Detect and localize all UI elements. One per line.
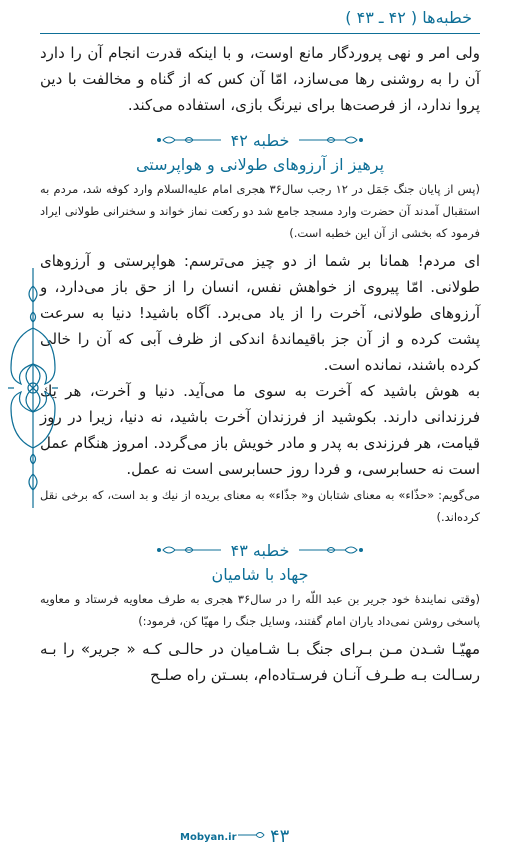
sermon-subtitle: پرهیز از آرزوهای طولانی و هواپرستی [135,155,385,174]
page-number: ۴۳ [270,826,290,847]
flourish-left-icon [153,133,223,147]
top-paragraph: ولی امر و نهی پروردگار مانع اوست، و با اینکه قدرت انجام آن را دارد آن را به روشنی رها می‌سازد، امّا آن کس که از گناه و مخالفت با دین پروا ندارد، از فرصت‌ها برای نیرنگ بازی، استفاده می‌کند. [40,44,480,114]
flourish-right-icon [297,133,367,147]
sermon-paragraph: به هوش باشید که آخرت به سوی ما می‌آید. دنیا و آخرت، هر یك فرزندانی دارند. بکوشید از فرزندان آخرت باشید، نه دنیا، زیرا در روز قیامت، هر فرزندی به پدر و مادر خویش باز می‌گردد. امروز هنگام عمل است نه حسابرسی، و فردا روز حسابرسی است نه عمل. [40,382,480,478]
sermon-number: خطبه ۴۲ [230,130,290,150]
side-ornament-icon [4,268,62,508]
sermon-number: خطبه ۴۳ [230,540,290,560]
running-header [40,4,480,34]
sermon-43 [40,538,480,688]
sermon-paragraph: ای مردم! همانا بر شما از دو چیز می‌ترسم: هواپرستی و آرزوهای طولانی. امّا پیروی از خواهش نفس، انسان را از حق باز می‌دارد، و آرزوهای طولانی، آخرت را از یاد می‌برد. آگاه باشید! دنیا به سرعت پشت کرده و از آن جز باقیماندۀ اندکی از ظرف آبی که آن را خالی کرده باشند، نمانده است. [40,252,480,374]
sermon-subtitle: جهاد با شامیان [211,565,309,584]
flourish-right-icon [297,543,367,557]
sermon-note: می‌گویم: «حذّاء» به معنای شتابان و« جذّاء» به معنای بریده از نیك و بد است، که برخی نقل کرده‌اند.) [40,488,480,524]
footer-flourish-icon [236,829,266,841]
sermon-42 [40,128,480,528]
sermon-intro: (پس از پایان جنگ جَمَل در ۱۲ رجب سال۳۶ هجری امام عليه‌السلام وارد کوفه شد، مردم به استقبال آمدند آن حضرت وارد مسجد جامع شد دو رکعت نماز خواند و سخنرانی طولانی ایراد فرمود که بخشی از آن این خطبه است.) [40,182,480,240]
sermon-heading [40,128,480,178]
watermark: Mobyan.ir [180,832,237,843]
flourish-left-icon [153,543,223,557]
sermon-intro: (وقتی نمایندۀ خود جریر بن عبد اللّه را در سال۳۶ هجری به طرف معاویه فرستاد و معاویه پاسخی روشن نمی‌داد یاران امام گفتند، وسایل جنگ را مهیّا کن، فرمود:) [40,592,480,628]
page-footer [0,821,520,849]
sermon-heading [40,538,480,588]
header-title: خطبه‌ها ( ۴۲ ـ ۴۳ ) [345,8,472,27]
header-rule [40,33,480,34]
sermon-paragraph: مهیّـا شـدن مـن بـرای جنگ بـا شـامیان در حالـی کـه « جریر» را بـه رسـالت بـه طـرف آنـان فرسـتاده‌ام، بسـتن راه صلـح [40,640,480,684]
page-content [40,40,480,688]
